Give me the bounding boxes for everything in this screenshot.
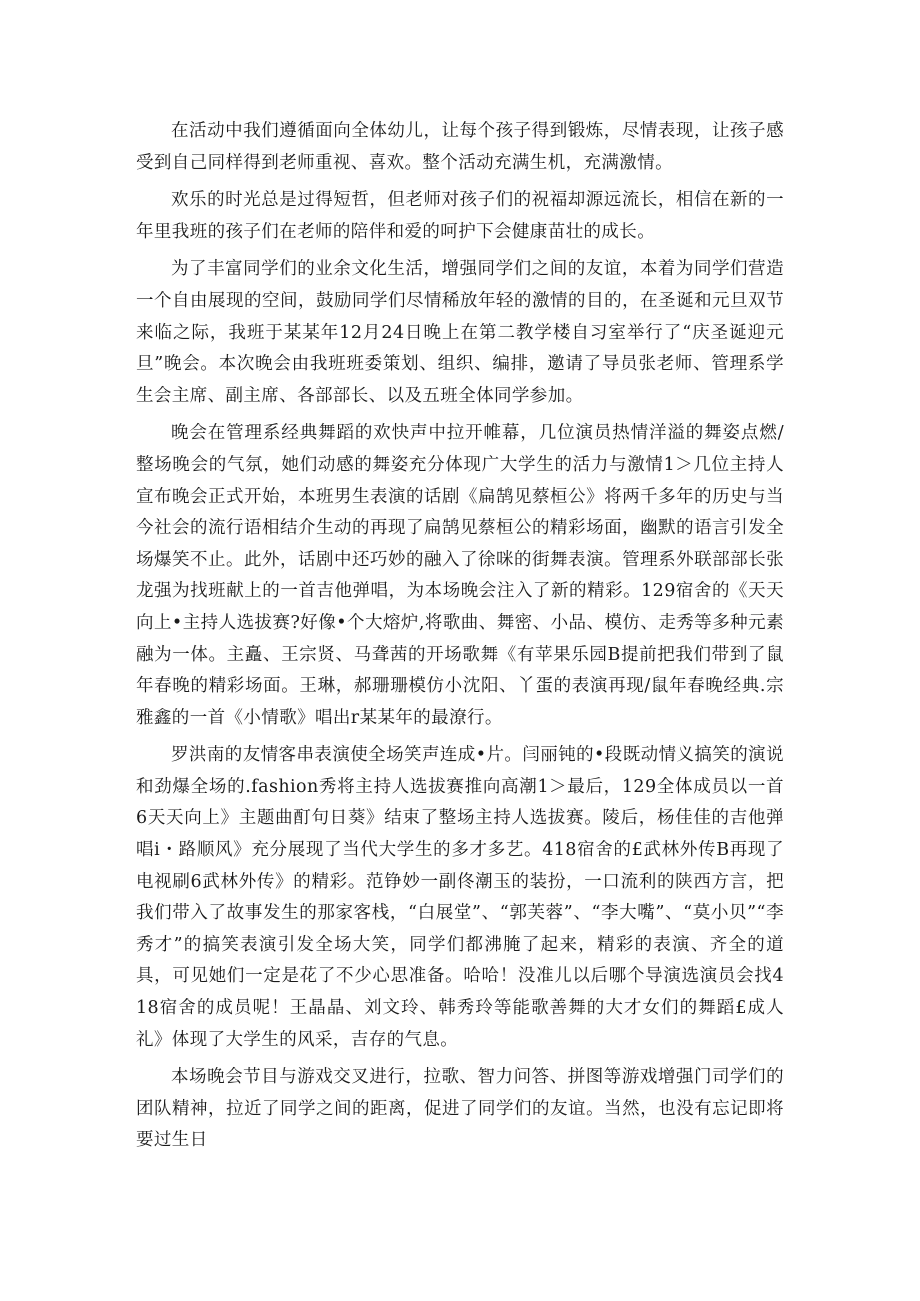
document-body [136,116,784,1163]
paragraph-2: 欢乐的时光总是过得短哲，但老师对孩子们的祝福却源远流长，相信在新的一年里我班的孩子们在老师的陪伴和爱的呵护下会健康苗壮的成长。 [136,190,784,242]
paragraph-1: 在活动中我们遵循面向全体幼儿，让每个孩子得到锻炼，尽情表现，让孩子感受到自己同样得到老师重视、喜欢。整个活动充满生机，充满激情。 [136,121,784,173]
paragraph-5: 罗洪南的友情客串表演使全场笑声连成•片。闫丽钝的•段既动情义搞笑的演说和劲爆全场的.fashion秀将主持人选拔赛推向高潮1＞最后，129全体成员以一首6天天向上》主题曲酊句日葵》结束了整场主持人选拔赛。陵后，杨佳佳的吉他弹唱i・路顺风》充分展现了当代大学生的多才多艺。418宿舍的£武林外传B再现了电视刷6武林外传》的精彩。范铮妙一副佟潮玉的装扮，一口流利的陕西方言，把我们带入了故事发生的那家客栈，“白展堂”、“郭芙蓉”、“李大嘴”、“莫小贝”“李秀才”的搞笑表演引发全场大笑，同学们都沸腌了起来，精彩的表演、齐全的道具，可见她们一定是花了不少心思准备。哈哈！没准儿以后哪个导演选演员会找418宿舍的成员呢！王晶晶、刘文玲、韩秀玲等能歌善舞的大才女们的舞蹈£成人礼》体现了大学生的风采，吉存的气息。 [136,745,784,1050]
paragraph-3: 为了丰富同学们的业余文化生活，增强同学们之间的友谊，本着为同学们营造一个自由展现的空间，鼓励同学们尽情稀放年轻的激情的目的，在圣诞和元旦双节来临之际，我班于某某年12月24日晚上在第二教学楼自习室举行了“庆圣诞迎元旦”晚会。本次晚会由我班班委策划、组织、编排，邀请了导员张老师、管理系学生会主席、副主席、各部部长、以及五班全体同学参加。 [136,259,784,406]
paragraph-4: 晚会在管理系经典舞蹈的欢快声中拉开帷幕，几位演员热情洋溢的舞姿点燃/整场晚会的气氛，她们动感的舞姿充分体现广大学生的活力与激情1＞几位主持人宣布晚会正式开始，本班男生表演的话剧《扁鹄见蔡桓公》将两千多年的历史与当今社会的流行语相结介生动的再现了扁鹄见蔡桓公的精彩场面，幽默的语言引发全场爆笑不止。此外，话剧中还巧妙的融入了徐咪的街舞表演。管理系外联部部长张龙强为找班献上的一首吉他弹唱，为本场晚会注入了新的精彩。129宿舍的《天天向上•主持人选拔赛?好像•个大熔炉,将歌曲、舞密、小品、模仿、走秀等多种元素融为一体。主矗、王宗贤、马聋茜的开场歌舞《有苹果乐园B提前把我们带到了鼠年春晚的精彩场面。王琳，郝珊珊模仿小沈阳、丫蛋的表演再现/鼠年春晚经典.宗雅鑫的一首《小情歌》唱出r某某年的最潦行。 [136,423,784,728]
paragraph-6: 本场晚会节目与游戏交叉进行，拉歌、智力问答、拼图等游戏增强门司学们的团队精神，拉近了同学之间的距离，促进了同学们的友谊。当然，也没有忘记即将要过生日 [136,1067,784,1151]
